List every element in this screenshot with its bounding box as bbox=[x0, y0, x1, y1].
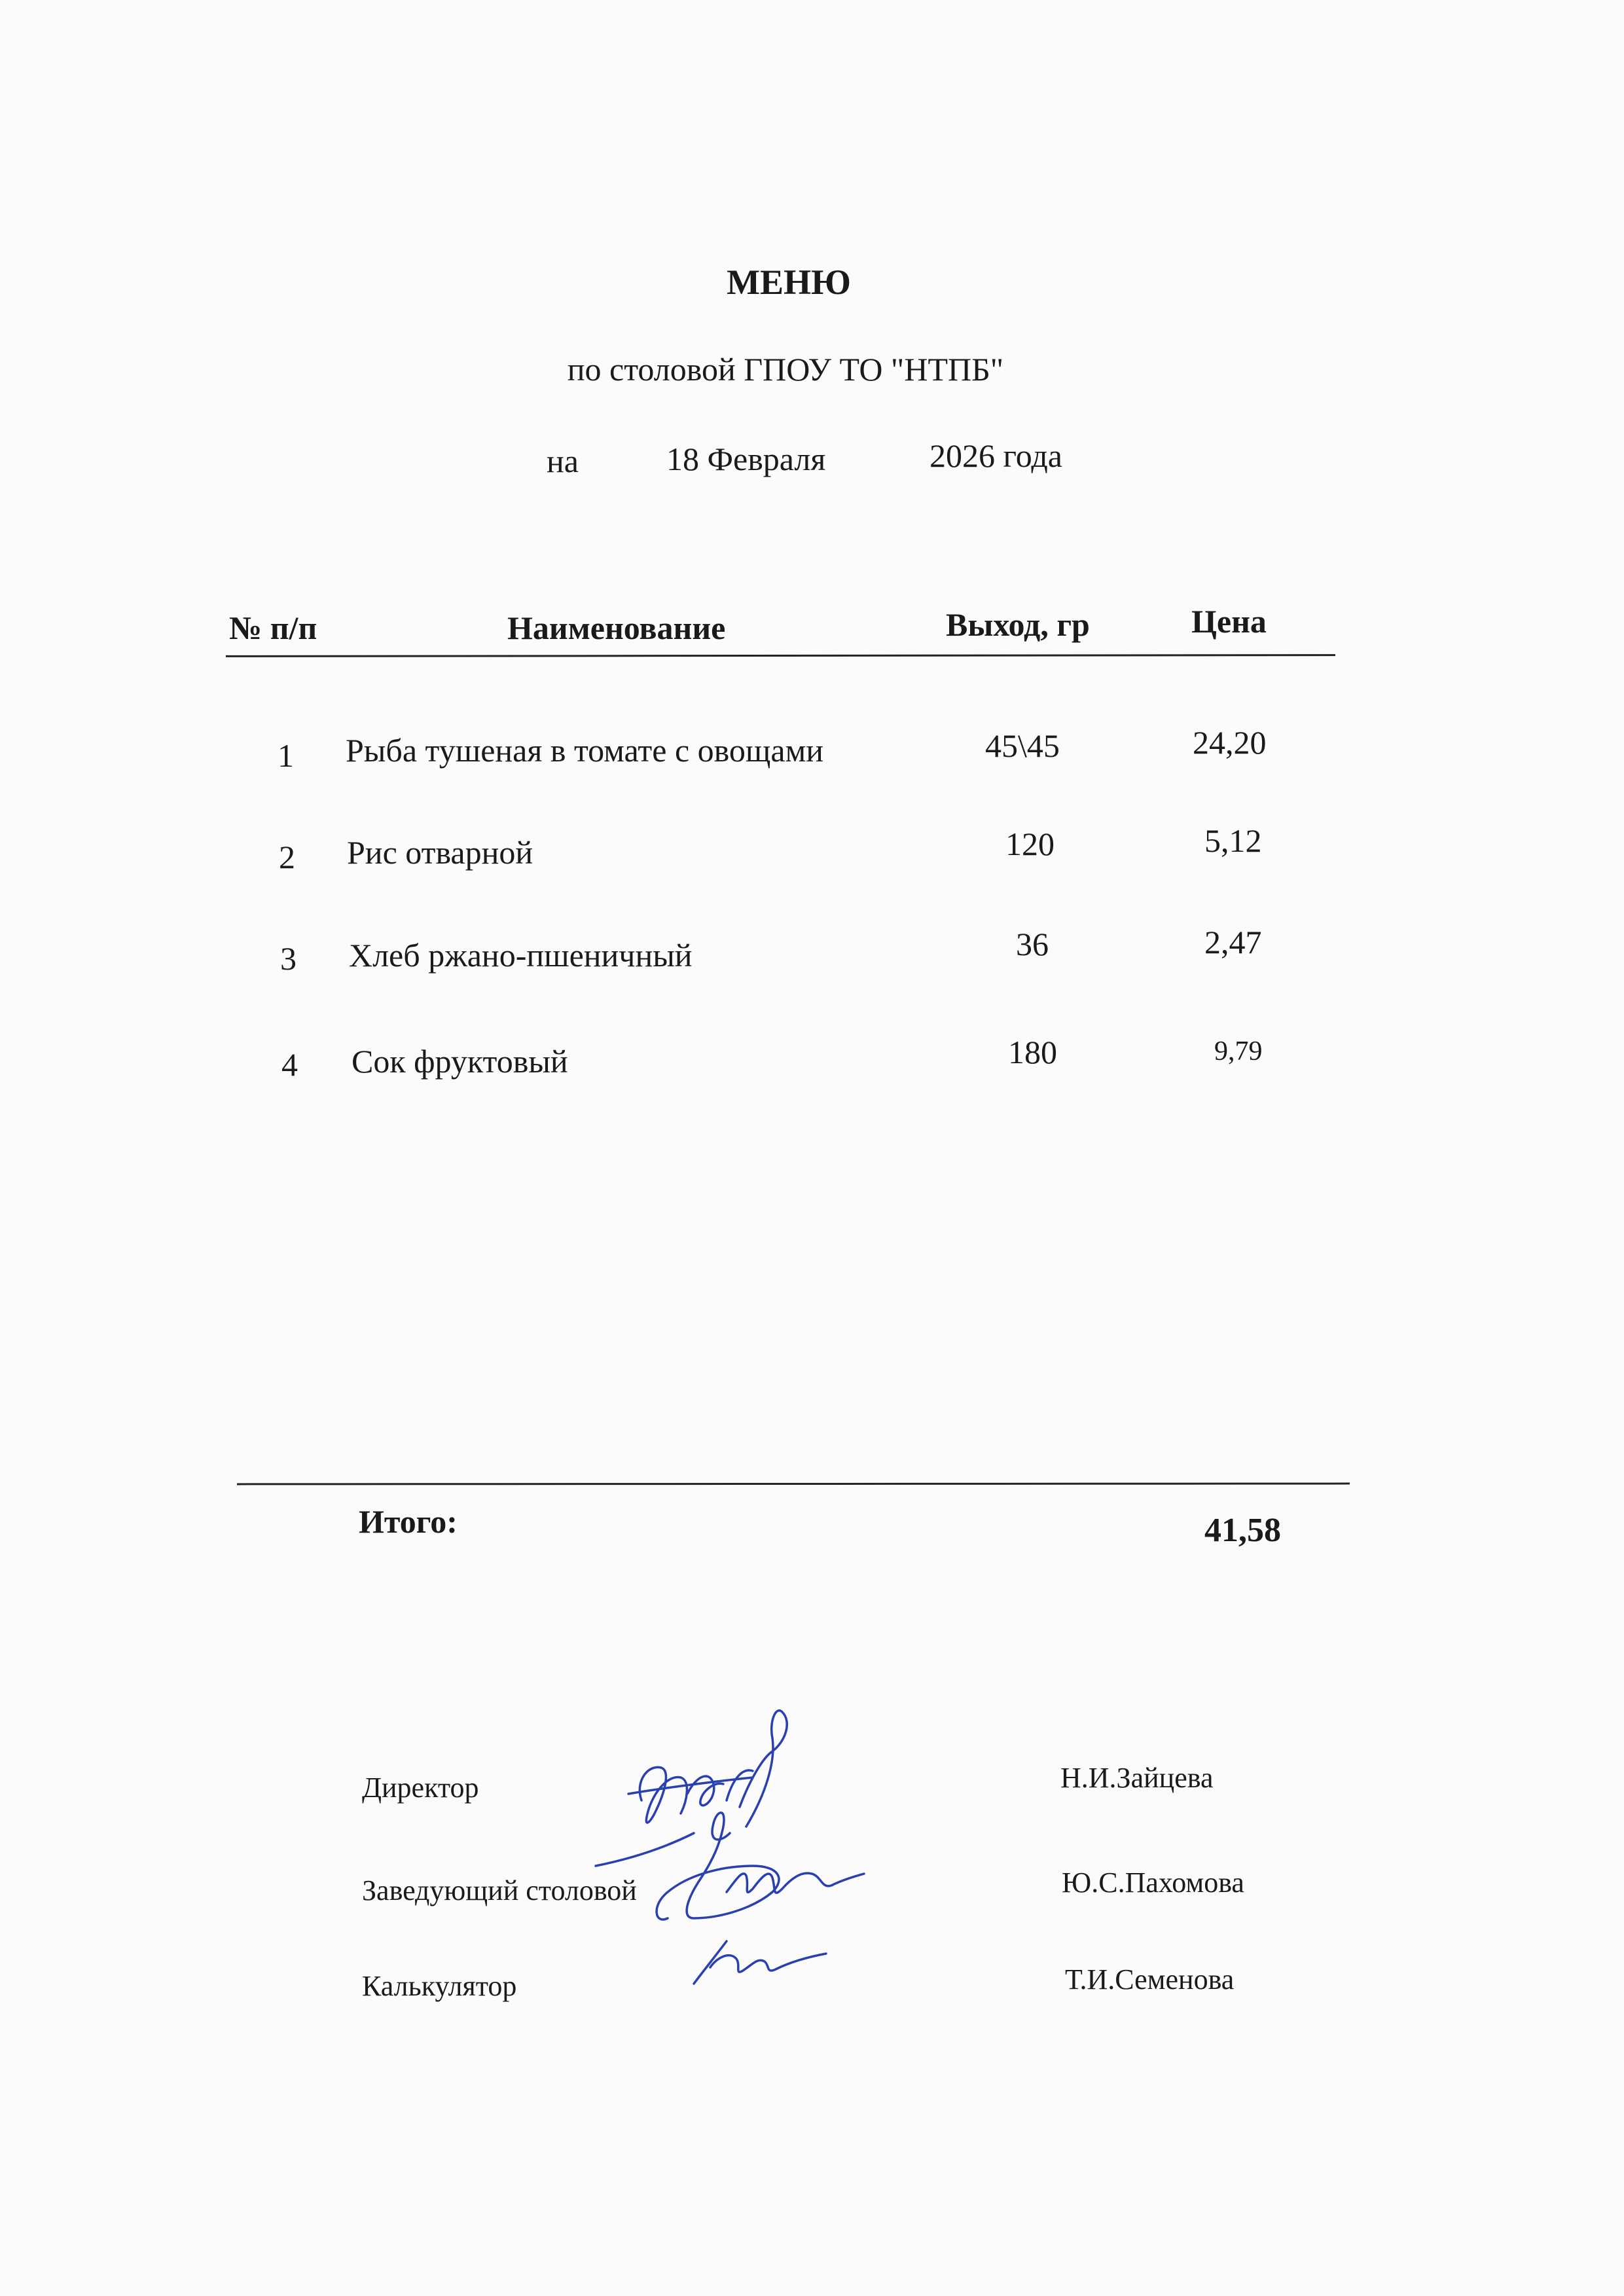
row-2-yield: 120 bbox=[1005, 826, 1055, 862]
header-number: № п/п bbox=[229, 610, 317, 646]
row-3-number: 3 bbox=[280, 940, 297, 977]
date-prefix: на bbox=[547, 443, 579, 479]
calculator-name: Т.И.Семенова bbox=[1065, 1963, 1235, 1995]
row-3-name: Хлеб ржано-пшеничный bbox=[349, 937, 693, 974]
canteen-manager-name: Ю.С.Пахомова bbox=[1062, 1867, 1244, 1899]
row-4-price: 9,79 bbox=[1214, 1036, 1263, 1066]
date-year: 2026 года bbox=[929, 437, 1062, 474]
document-subtitle: по столовой ГПОУ ТО "НТПБ" bbox=[567, 351, 1004, 388]
row-2-number: 2 bbox=[279, 839, 295, 875]
row-1-name: Рыба тушеная в томате с овощами bbox=[346, 732, 824, 769]
row-4-yield: 180 bbox=[1008, 1034, 1057, 1070]
header-price: Цена bbox=[1191, 603, 1267, 640]
handwritten-signatures bbox=[589, 1702, 956, 1997]
row-1-price: 24,20 bbox=[1193, 724, 1267, 761]
header-name: Наименование bbox=[507, 610, 726, 646]
director-name: Н.И.Зайцева bbox=[1060, 1762, 1214, 1794]
row-3-price: 2,47 bbox=[1204, 924, 1262, 960]
row-2-price: 5,12 bbox=[1204, 822, 1262, 859]
calculator-role: Калькулятор bbox=[362, 1970, 517, 2002]
canteen-manager-role: Заведующий столовой bbox=[362, 1874, 637, 1906]
document-title: МЕНЮ bbox=[727, 263, 851, 302]
total-label: Итого: bbox=[359, 1503, 458, 1540]
row-1-number: 1 bbox=[278, 737, 294, 774]
director-role: Директор bbox=[362, 1772, 479, 1804]
row-1-yield: 45\45 bbox=[985, 727, 1060, 764]
canteen-manager-signature bbox=[596, 1813, 864, 1920]
header-yield: Выход, гр bbox=[946, 606, 1090, 643]
header-divider bbox=[226, 654, 1335, 657]
row-3-yield: 36 bbox=[1016, 926, 1049, 962]
row-4-number: 4 bbox=[281, 1046, 298, 1083]
total-divider bbox=[237, 1483, 1350, 1485]
director-signature bbox=[628, 1711, 787, 1827]
row-4-name: Сок фруктовый bbox=[352, 1043, 568, 1080]
row-2-name: Рис отварной bbox=[347, 834, 533, 871]
total-value: 41,58 bbox=[1204, 1512, 1281, 1549]
date-day-month: 18 Февраля bbox=[666, 441, 826, 477]
calculator-signature bbox=[694, 1941, 826, 1984]
